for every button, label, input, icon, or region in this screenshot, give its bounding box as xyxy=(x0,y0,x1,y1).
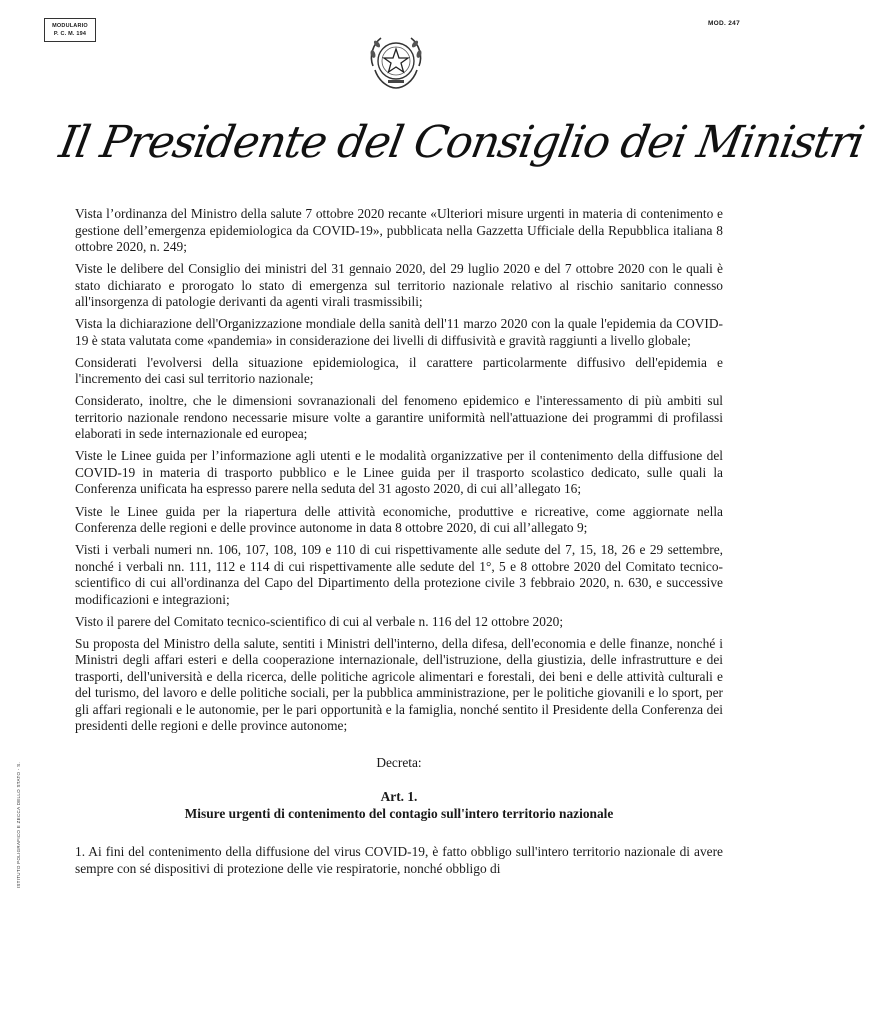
article-title: Misure urgenti di contenimento del contagio sull'intero territorio nazionale xyxy=(184,805,614,821)
form-stamp xyxy=(44,18,96,42)
document-body xyxy=(75,206,723,877)
recital-paragraph: Viste le delibere del Consiglio dei ministri del 31 gennaio 2020, del 29 luglio 2020 e del 7 ottobre 2020 con le quali è stato dichiarato e prorogato lo stato di emergenza sul territorio nazionale relativo al rischio sanitario connesso all'insorgenza di patologie derivanti da agenti virali trasmissibili; xyxy=(75,261,723,310)
form-code: MOD. 247 xyxy=(707,20,740,27)
printer-imprint: ISTITUTO POLIGRAFICO E ZECCA DELLO STATO - S. xyxy=(16,762,21,889)
stamp-line-2: P. C. M. 194 xyxy=(53,31,87,37)
article-paragraph: 1. Ai fini del contenimento della diffusione del virus COVID-19, è fatto obbligo sull'intero territorio nazionale di avere sempre con sé dispositivi di protezione delle vie respiratorie, nonché obbligo di xyxy=(75,844,723,876)
decree-heading: Decreta: xyxy=(376,754,422,770)
recital-paragraph: Vista l’ordinanza del Ministro della salute 7 ottobre 2020 recante «Ulteriori misure urgenti in materia di contenimento e gestione dell’emergenza epidemiologica da COVID-19», pubblicata nella Gazzetta Ufficiale della Repubblica italiana 8 ottobre 2020, n. 249; xyxy=(75,206,723,254)
recital-paragraph: Visto il parere del Comitato tecnico-scientifico di cui al verbale n. 116 del 12 ottobre 2020; xyxy=(75,613,564,629)
recital-paragraph: Viste le Linee guida per la riapertura delle attività economiche, produttive e ricreative, come aggiornate nella Conferenza delle regioni e delle province autonome in data 8 ottobre 2020, di cui all’allegato 9; xyxy=(75,503,723,536)
recital-paragraph: Su proposta del Ministro della salute, sentiti i Ministri dell'interno, della difesa, dell'economia e delle finanze, nonché i Ministri degli affari esteri e della cooperazione internazionale, dell'istruzione, della giustizia, delle infrastrutture e dei trasporti, dell'università e della ricerca, delle politiche agricole alimentari e forestali, dei beni e delle attività culturali e del turismo, del lavoro e delle politiche sociali, per la pubblica amministrazione, per le politiche giovanili e lo sport, per gli affari regionali e le autonomie, per le pari opportunità e la famiglia, nonché sentito il Presidente della Conferenza dei presidenti delle regioni e delle province autonome; xyxy=(75,635,723,734)
page-title: Il Presidente del Consiglio dei Ministri xyxy=(55,117,867,168)
recital-paragraph: Visti i verbali numeri nn. 106, 107, 108, 109 e 110 di cui rispettivamente alle sedute del 7, 15, 18, 26 e 29 settembre, nonché i verbali nn. 111, 112 e 114 di cui rispettivamente alle sedute del 1°, 5 e 8 ottobre 2020 del Comitato tecnico-scientifico di cui all'ordinanza del Capo del Dipartimento della protezione civile 3 febbraio 2020, n. 630, e successive modificazioni e integrazioni; xyxy=(75,542,723,607)
italian-republic-emblem-icon xyxy=(367,30,425,92)
recital-paragraph: Considerati l'evolversi della situazione epidemiologica, il carattere particolarmente diffusivo dell'epidemia e l'incremento dei casi sul territorio nazionale; xyxy=(75,354,723,387)
recital-paragraph: Considerato, inoltre, che le dimensioni sovranazionali del fenomeno epidemico e l'interessamento di più ambiti sul territorio nazionale rendono necessarie misure volte a garantire uniformità nell'attuazione dei programmi di profilassi elaborati in sede internazionale ed europea; xyxy=(75,393,723,442)
stamp-line-1: MODULARIO xyxy=(52,23,88,29)
recital-paragraph: Vista la dichiarazione dell'Organizzazione mondiale della sanità dell'11 marzo 2020 con la quale l'epidemia da COVID-19 è stata valutata come «pandemia» in considerazione dei livelli di diffusività e gravità raggiunti a livello globale; xyxy=(75,316,723,348)
recital-paragraph: Viste le Linee guida per l’informazione agli utenti e le modalità organizzative per il contenimento della diffusione del COVID-19 in materia di trasporto pubblico e le Linee guida per il trasporto scolastico dedicato, sulle quali la Conferenza unificata ha espresso parere nella seduta del 31 agosto 2020, di cui all’allegato 16; xyxy=(75,448,723,497)
article-number: Art. 1. xyxy=(380,789,418,805)
